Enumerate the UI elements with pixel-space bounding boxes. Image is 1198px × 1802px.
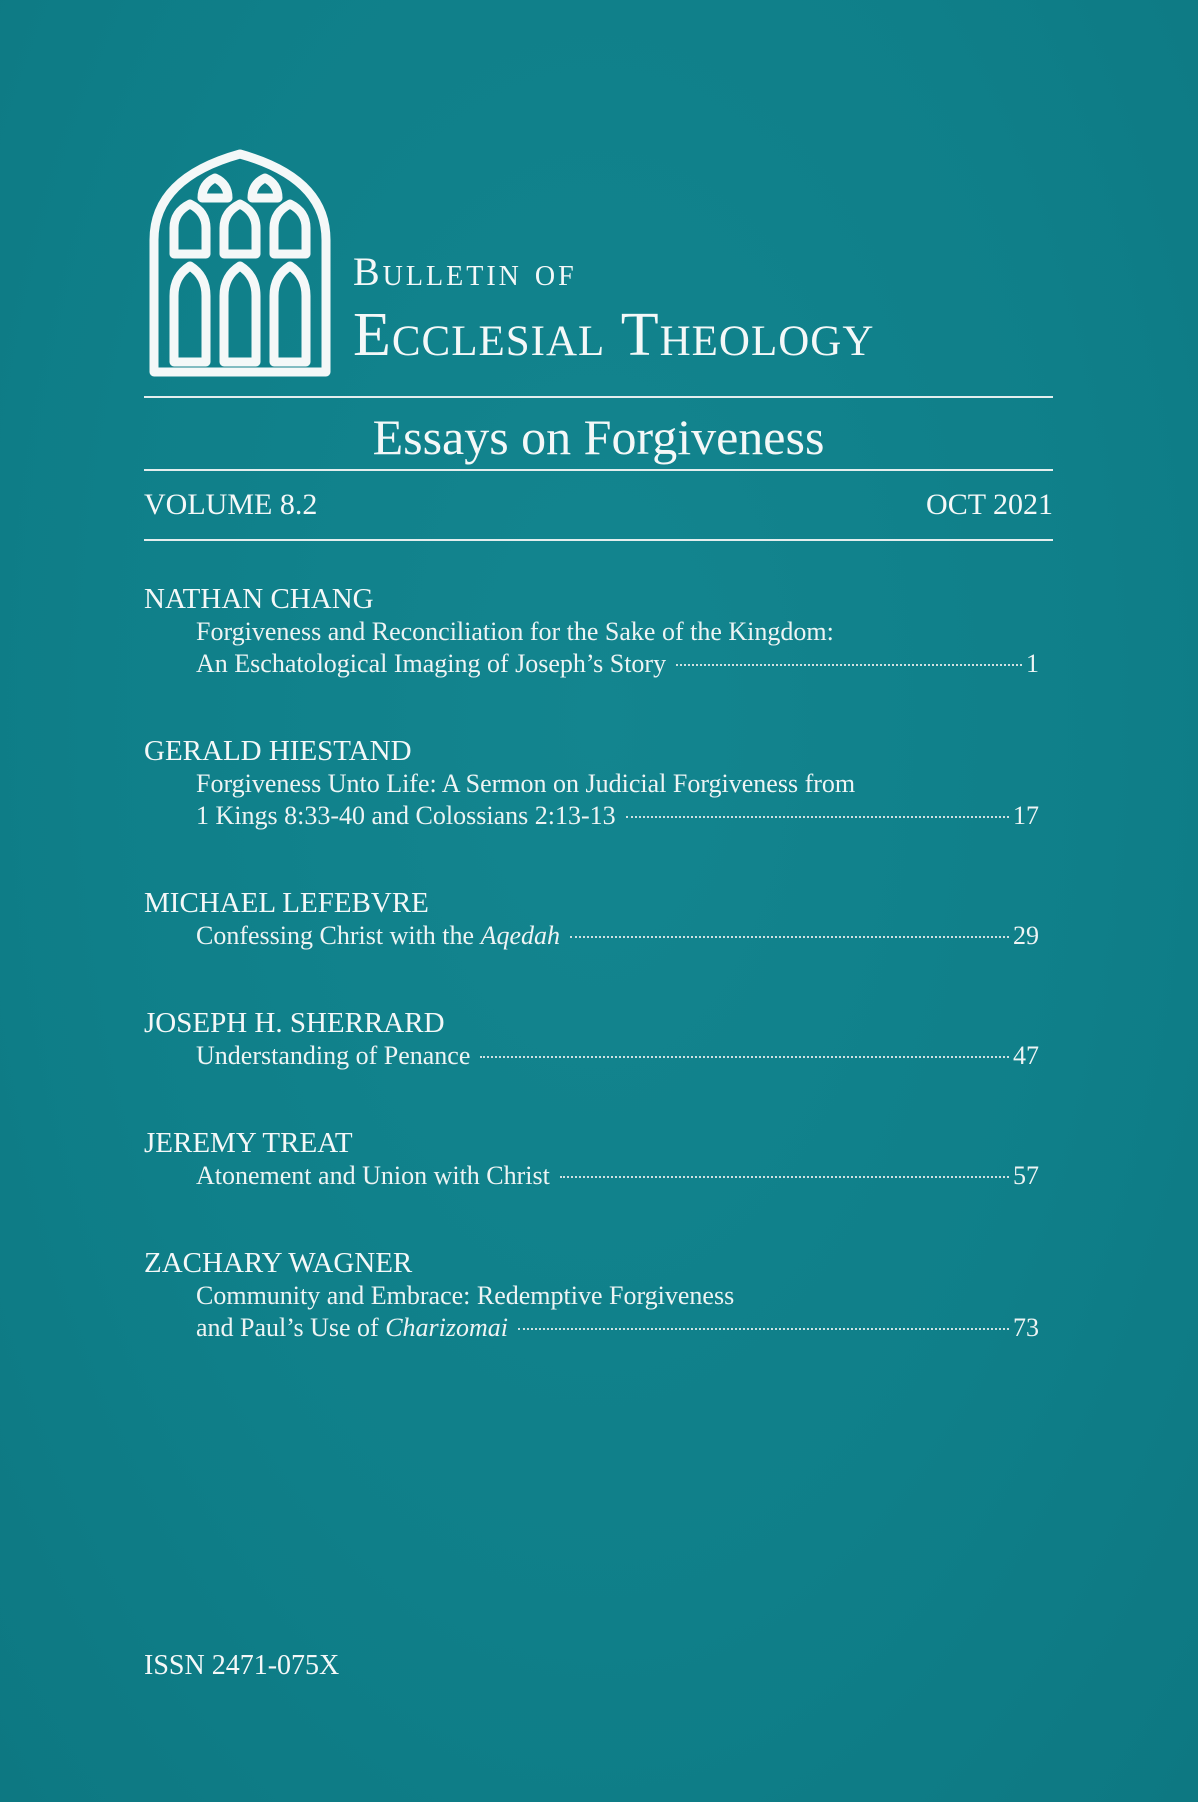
divider-rule bbox=[144, 469, 1053, 471]
toc-entry bbox=[144, 1006, 1039, 1072]
divider-rule bbox=[144, 396, 1053, 398]
toc-page-number: 73 bbox=[1013, 1313, 1039, 1342]
leader-dots bbox=[626, 816, 1009, 818]
toc-title-text: and Paul’s Use of bbox=[196, 1313, 386, 1342]
toc-title-text: Community and Embrace: Redemptive Forgiveness bbox=[196, 1281, 735, 1310]
toc-page-number: 1 bbox=[1026, 649, 1039, 678]
toc-title-line bbox=[196, 1160, 1039, 1192]
toc-entry bbox=[144, 734, 1039, 832]
toc-author: NATHAN CHANG bbox=[144, 583, 374, 615]
toc-title-text: Atonement and Union with Christ bbox=[196, 1161, 550, 1190]
toc-page-number: 57 bbox=[1013, 1161, 1039, 1190]
toc-title-line bbox=[196, 616, 1039, 648]
issue-theme: Essays on Forgiveness bbox=[372, 409, 825, 465]
issue-date: OCT 2021 bbox=[926, 488, 1053, 521]
volume-label: VOLUME 8.2 bbox=[144, 488, 318, 521]
toc-author: ZACHARY WAGNER bbox=[144, 1247, 413, 1279]
toc-title-text bbox=[196, 920, 560, 952]
toc-author: JEREMY TREAT bbox=[144, 1127, 353, 1159]
divider-rule bbox=[144, 539, 1053, 541]
gothic-window-icon bbox=[148, 148, 332, 378]
issn-number: ISSN 2471-075X bbox=[144, 1650, 340, 1681]
toc-title-text: 1 Kings 8:33-40 and Colossians 2:13-13 bbox=[196, 801, 616, 830]
toc-title-line bbox=[196, 1040, 1039, 1072]
toc-title-line bbox=[196, 1280, 1039, 1312]
toc-title-line bbox=[196, 768, 1039, 800]
toc-entry bbox=[144, 582, 1039, 680]
toc-title-text: Forgiveness Unto Life: A Sermon on Judicial Forgiveness from bbox=[196, 769, 856, 798]
leader-dots bbox=[518, 1328, 1009, 1330]
leader-dots bbox=[676, 664, 1022, 666]
toc-author: JOSEPH H. SHERRARD bbox=[144, 1007, 445, 1039]
toc-title-line bbox=[196, 1312, 1039, 1344]
journal-title-line1: Bulletin of bbox=[353, 249, 577, 294]
toc-title-line bbox=[196, 920, 1039, 952]
toc-title-text: An Eschatological Imaging of Joseph’s Story bbox=[196, 649, 667, 678]
toc-title-text: Understanding of Penance bbox=[196, 1041, 471, 1070]
journal-title-line2: Ecclesial Theology bbox=[353, 301, 875, 369]
toc-entry bbox=[144, 1126, 1039, 1192]
toc-page-number: 17 bbox=[1013, 801, 1039, 830]
toc-title-italic: Aqedah bbox=[480, 921, 560, 950]
issue-info-row bbox=[144, 490, 1053, 520]
leader-dots bbox=[570, 936, 1009, 938]
toc-page-number: 47 bbox=[1013, 1041, 1039, 1070]
toc-entry bbox=[144, 886, 1039, 952]
toc-page-number: 29 bbox=[1013, 921, 1039, 950]
toc-title-line bbox=[196, 648, 1039, 680]
leader-dots bbox=[560, 1176, 1009, 1178]
toc-author: MICHAEL LEFEBVRE bbox=[144, 887, 429, 919]
masthead bbox=[353, 249, 1073, 369]
toc-entry bbox=[144, 1246, 1039, 1344]
toc-title-text bbox=[196, 1312, 508, 1344]
toc-title-text: Confessing Christ with the bbox=[196, 921, 481, 950]
toc-author: GERALD HIESTAND bbox=[144, 735, 412, 767]
toc-title-line bbox=[196, 800, 1039, 832]
toc-title-text: Forgiveness and Reconciliation for the Sake of the Kingdom: bbox=[196, 617, 834, 646]
leader-dots bbox=[480, 1056, 1009, 1058]
table-of-contents bbox=[144, 582, 1039, 1344]
toc-title-italic: Charizomai bbox=[385, 1313, 509, 1342]
